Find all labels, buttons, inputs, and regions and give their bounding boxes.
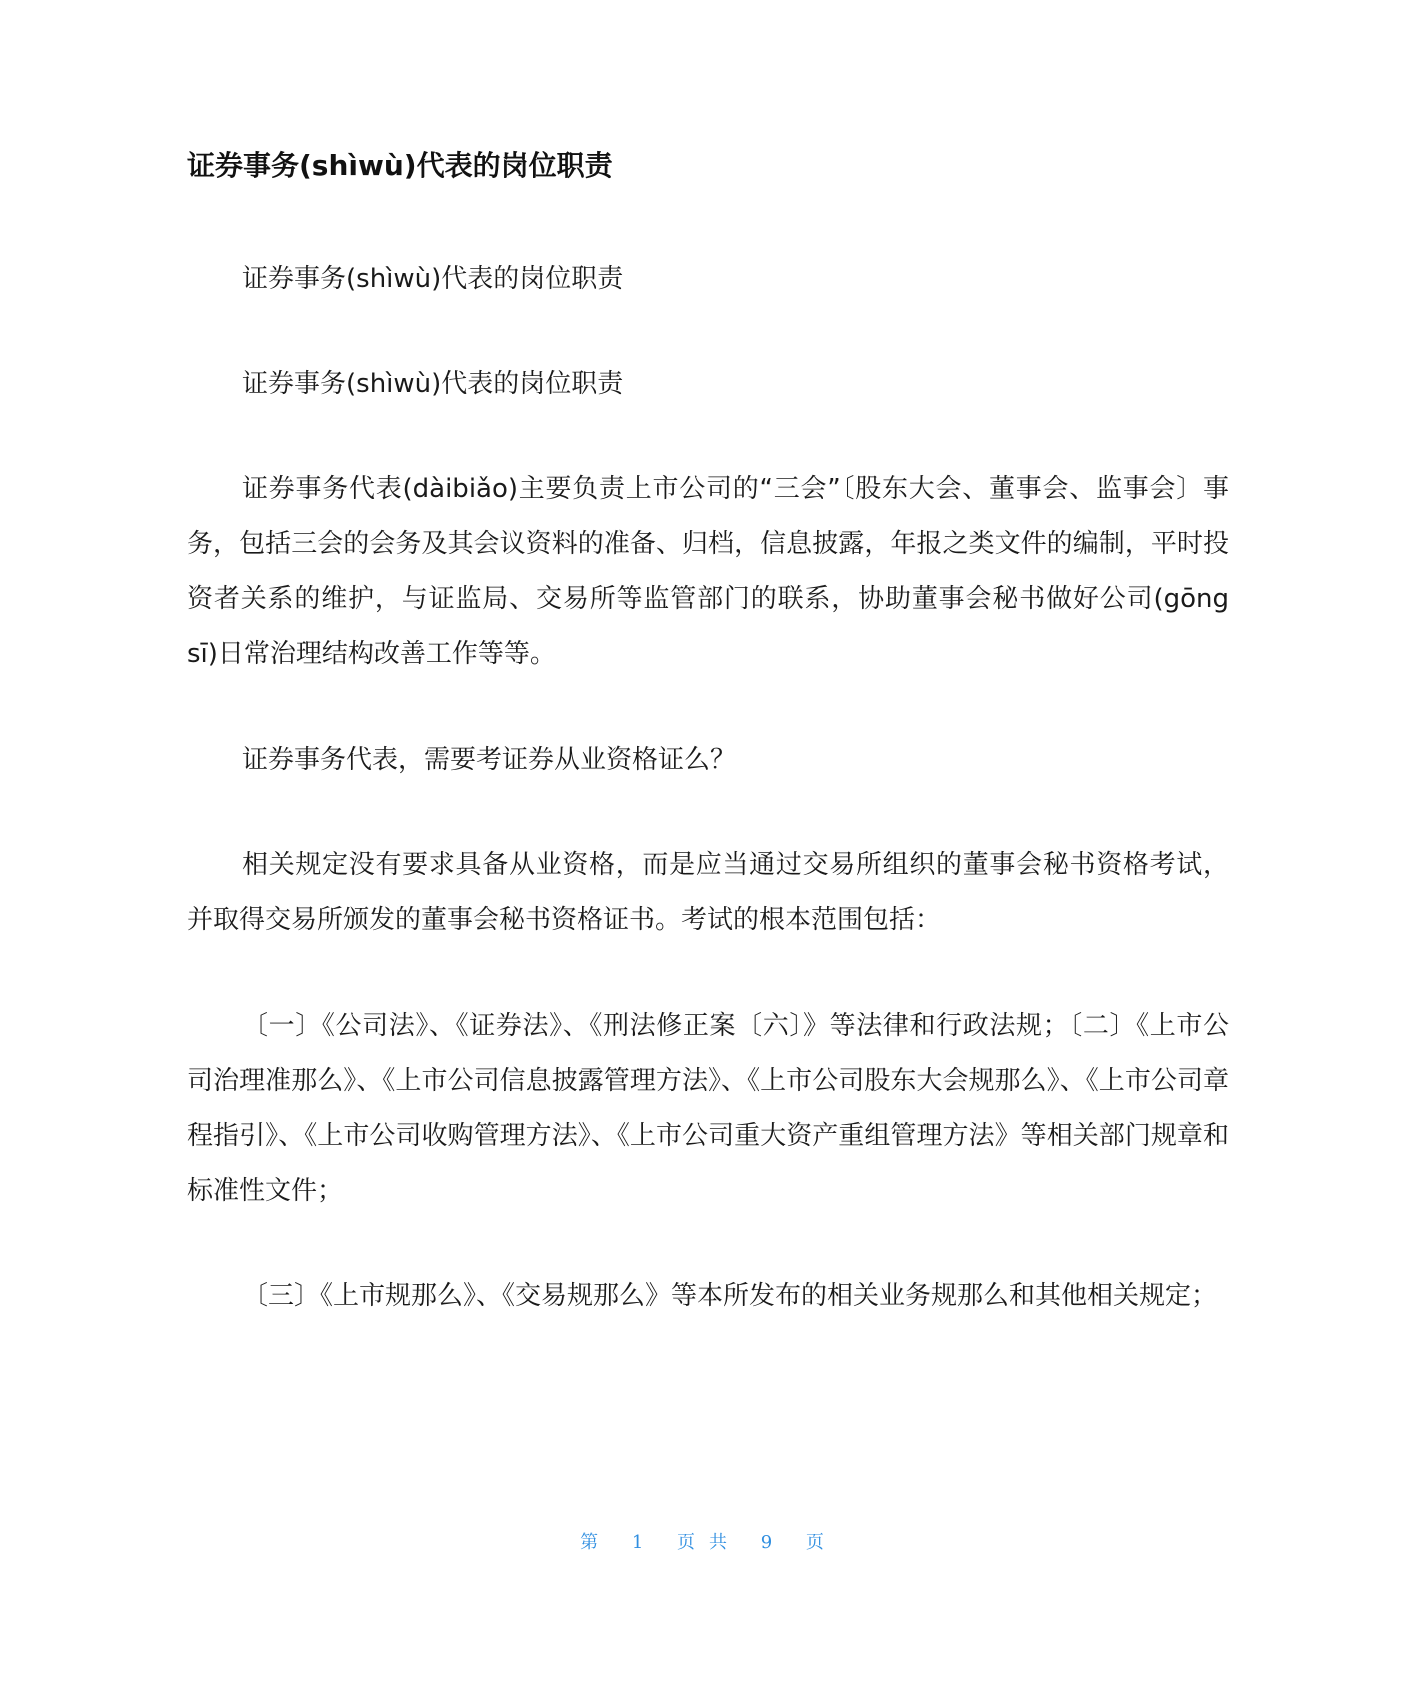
paragraph-qualification: 相关规定没有要求具备从业资格，而是应当通过交易所组织的董事会秘书资格考试，并取得交易所颁发的董事会秘书资格证书。考试的根本范围包括：: [187, 850, 1229, 935]
paragraph-subtitle-2: 证券事务(shìwù)代表的岗位职责: [242, 369, 624, 399]
paragraph-exam-scope-1-2: 〔一〕《公司法》、《证券法》、《刑法修正案〔六〕》等法律和行政法规；〔二〕《上市公司治理准那么》、《上市公司信息披露管理方法》、《上市公司股东大会规那么》、《上市公司章程指引》、《上市公司收购管理方法》、《上市公司重大资产重组管理方法》等相关部门规章和标准性文件；: [187, 1011, 1229, 1206]
paragraph-question: 证券事务代表，需要考证券从业资格证么？: [242, 745, 737, 775]
paragraph-subtitle-1: 证券事务(shìwù)代表的岗位职责: [242, 264, 624, 294]
page-number-footer: 第 1 页共 9 页: [580, 1532, 838, 1553]
paragraph-role-description: 证券事务代表(dàibiǎo)主要负责上市公司的“三会”〔股东大会、董事会、监事会〕事务，包括三会的会务及其会议资料的准备、归档，信息披露，年报之类文件的编制，平时投资者关系的维护，与证监局、交易所等监管部门的联系，协助董事会秘书做好公司(gōng sī)日常治理结构改善工作等等。: [187, 474, 1229, 669]
document-title: 证券事务(shìwù)代表的岗位职责: [187, 149, 613, 182]
paragraph-exam-scope-3: 〔三〕《上市规那么》、《交易规那么》等本所发布的相关业务规那么和其他相关规定；: [242, 1281, 1218, 1311]
